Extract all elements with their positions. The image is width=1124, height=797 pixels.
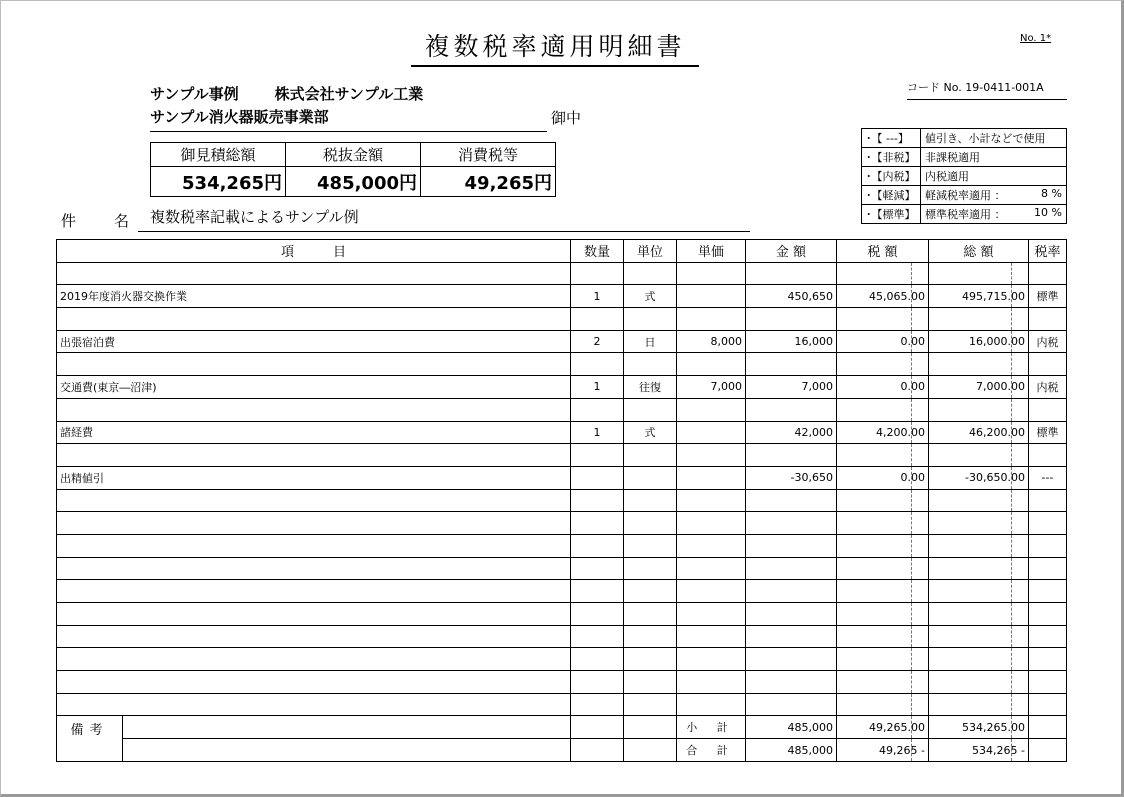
item-name-cell: 出張宿泊費 <box>57 330 571 353</box>
table-row <box>57 466 1067 489</box>
remarks-cell <box>57 716 571 762</box>
legend-key: ･【内税】 <box>862 167 921 186</box>
legend-key: ･【軽減】 <box>862 186 921 205</box>
tax-rate-cell: 内税 <box>1029 376 1067 399</box>
grand-total-tax: 49,265 - <box>837 739 929 762</box>
item-name-cell <box>57 534 571 557</box>
tax-rate-cell: 標準 <box>1029 285 1067 308</box>
unit-cell <box>624 444 677 467</box>
legend-desc: 標準税率適用 ： 10 % <box>921 205 1067 224</box>
document-code: コード No. 19-0411-001A <box>907 79 1067 100</box>
table-row <box>57 580 1067 603</box>
unit-price-cell <box>677 648 746 671</box>
total-amount-cell <box>929 625 1029 648</box>
tax-rate-cell <box>1029 398 1067 421</box>
total-amount-cell <box>929 557 1029 580</box>
amount-cell <box>746 603 837 626</box>
amount-cell <box>746 648 837 671</box>
subtotal-label: 小 計 <box>677 716 746 739</box>
col-header-total: 総 額 <box>929 240 1029 263</box>
tax-amount-cell <box>837 489 929 512</box>
total-amount-cell <box>929 534 1029 557</box>
amount-cell: 450,650 <box>746 285 837 308</box>
table-row <box>57 421 1067 444</box>
amount-cell <box>746 671 837 694</box>
quantity-cell <box>571 648 624 671</box>
quantity-cell <box>571 603 624 626</box>
tax-amount-cell <box>837 534 929 557</box>
client-department: サンプル消火器販売事業部 <box>150 106 547 132</box>
table-row <box>57 489 1067 512</box>
unit-cell <box>624 489 677 512</box>
amount-cell <box>746 580 837 603</box>
amount-cell <box>746 398 837 421</box>
tax-amount-cell <box>837 262 929 285</box>
item-name-cell <box>57 444 571 467</box>
amount-cell: -30,650 <box>746 466 837 489</box>
table-row <box>57 693 1067 716</box>
unit-price-cell <box>677 512 746 535</box>
quantity-cell <box>571 308 624 331</box>
quantity-cell <box>571 557 624 580</box>
unit-price-cell: 8,000 <box>677 330 746 353</box>
unit-price-cell: 7,000 <box>677 376 746 399</box>
item-name-cell <box>57 398 571 421</box>
quantity-cell <box>571 353 624 376</box>
unit-price-cell <box>677 353 746 376</box>
unit-price-cell <box>677 534 746 557</box>
table-row <box>57 398 1067 421</box>
tax-rate-cell <box>1029 580 1067 603</box>
legend-row <box>862 205 1067 224</box>
item-name-cell <box>57 625 571 648</box>
tax-amount-cell <box>837 603 929 626</box>
subtotal-amount: 485,000 <box>746 716 837 739</box>
unit-cell <box>624 353 677 376</box>
legend-key: ･【非税】 <box>862 148 921 167</box>
tax-rate-cell <box>1029 693 1067 716</box>
unit-cell <box>624 603 677 626</box>
unit-price-cell <box>677 285 746 308</box>
tax-amount-cell: 45,065.00 <box>837 285 929 308</box>
tax-rate-cell: 内税 <box>1029 330 1067 353</box>
table-row <box>57 444 1067 467</box>
item-name-cell <box>57 489 571 512</box>
legend-row <box>862 129 1067 148</box>
tax-rate-cell <box>1029 308 1067 331</box>
table-row <box>57 353 1067 376</box>
item-name-cell <box>57 308 571 331</box>
tax-amount-cell <box>837 693 929 716</box>
item-name-cell: 出精値引 <box>57 466 571 489</box>
col-header-item: 項 目 <box>57 240 571 263</box>
tax-rate-cell <box>1029 648 1067 671</box>
total-amount-cell: 495,715.00 <box>929 285 1029 308</box>
tax-amount-cell <box>837 557 929 580</box>
unit-price-cell <box>677 625 746 648</box>
total-amount-cell <box>929 693 1029 716</box>
summary-value-total: 534,265円 <box>151 167 286 197</box>
unit-cell: 式 <box>624 285 677 308</box>
tax-amount-cell: 0.00 <box>837 466 929 489</box>
tax-amount-cell: 0.00 <box>837 376 929 399</box>
subtotal-tax: 49,265.00 <box>837 716 929 739</box>
summary-header-pretax: 税抜金額 <box>286 143 421 167</box>
total-amount-cell <box>929 512 1029 535</box>
subject-value: 複数税率記載によるサンプル例 <box>138 206 750 232</box>
tax-amount-cell <box>837 648 929 671</box>
quantity-cell <box>571 466 624 489</box>
quantity-cell <box>571 398 624 421</box>
tax-rate-cell <box>1029 512 1067 535</box>
unit-price-cell <box>677 489 746 512</box>
tax-amount-cell <box>837 671 929 694</box>
col-header-unit-price: 単価 <box>677 240 746 263</box>
quantity-cell <box>571 534 624 557</box>
unit-cell <box>624 671 677 694</box>
tax-rate-cell <box>1029 603 1067 626</box>
honorific: 御中 <box>551 109 582 127</box>
table-row <box>57 671 1067 694</box>
legend-row <box>862 148 1067 167</box>
unit-price-cell <box>677 603 746 626</box>
unit-price-cell <box>677 421 746 444</box>
client-company-label: サンプル事例 <box>150 85 239 103</box>
line-items-table <box>56 239 1067 762</box>
table-row <box>57 557 1067 580</box>
legend-row <box>862 167 1067 186</box>
document-title: 複数税率適用明細書 <box>411 27 699 67</box>
unit-cell <box>624 648 677 671</box>
tax-rate-cell <box>1029 671 1067 694</box>
grand-total-total: 534,265 - <box>929 739 1029 762</box>
tax-rate-cell <box>1029 353 1067 376</box>
total-amount-cell <box>929 398 1029 421</box>
unit-cell <box>624 557 677 580</box>
col-header-amount: 金 額 <box>746 240 837 263</box>
amount-cell <box>746 625 837 648</box>
unit-cell: 式 <box>624 421 677 444</box>
quantity-cell: 1 <box>571 376 624 399</box>
table-row <box>57 625 1067 648</box>
col-header-tax-rate: 税率 <box>1029 240 1067 263</box>
summary-value-tax: 49,265円 <box>421 167 556 197</box>
unit-cell <box>624 308 677 331</box>
col-header-qty: 数量 <box>571 240 624 263</box>
quantity-cell <box>571 693 624 716</box>
page-number: No. 1* <box>1020 33 1052 44</box>
unit-price-cell <box>677 580 746 603</box>
item-name-cell <box>57 671 571 694</box>
tax-amount-cell <box>837 512 929 535</box>
legend-key: ･【標準】 <box>862 205 921 224</box>
total-amount-cell: 7,000.00 <box>929 376 1029 399</box>
table-row <box>57 512 1067 535</box>
tax-rate-cell: --- <box>1029 466 1067 489</box>
item-name-cell: 諸経費 <box>57 421 571 444</box>
tax-rate-cell: 標準 <box>1029 421 1067 444</box>
tax-amount-cell <box>837 444 929 467</box>
unit-cell <box>624 625 677 648</box>
total-amount-cell <box>929 262 1029 285</box>
summary-table <box>150 142 556 197</box>
table-row <box>57 376 1067 399</box>
total-amount-cell <box>929 671 1029 694</box>
remarks-label: 備考 <box>57 716 123 761</box>
legend-desc: 値引き、小計などで使用 <box>921 129 1067 148</box>
table-row <box>57 308 1067 331</box>
unit-cell: 往復 <box>624 376 677 399</box>
unit-cell <box>624 534 677 557</box>
total-amount-cell <box>929 489 1029 512</box>
item-name-cell <box>57 557 571 580</box>
amount-cell <box>746 308 837 331</box>
amount-cell <box>746 353 837 376</box>
tax-amount-cell <box>837 398 929 421</box>
unit-cell: 日 <box>624 330 677 353</box>
tax-rate-cell <box>1029 262 1067 285</box>
total-amount-cell <box>929 648 1029 671</box>
unit-cell <box>624 580 677 603</box>
total-amount-cell <box>929 444 1029 467</box>
client-company-name: 株式会社サンプル工業 <box>274 85 424 103</box>
amount-cell <box>746 512 837 535</box>
total-amount-cell: -30,650.00 <box>929 466 1029 489</box>
summary-value-pretax: 485,000円 <box>286 167 421 197</box>
tax-rate-cell <box>1029 534 1067 557</box>
amount-cell <box>746 534 837 557</box>
amount-cell: 16,000 <box>746 330 837 353</box>
amount-cell: 7,000 <box>746 376 837 399</box>
quantity-cell <box>571 262 624 285</box>
grand-total-amount: 485,000 <box>746 739 837 762</box>
subtotal-total: 534,265.00 <box>929 716 1029 739</box>
legend-key: ･【 ---】 <box>862 129 921 148</box>
quantity-cell <box>571 489 624 512</box>
quantity-cell: 2 <box>571 330 624 353</box>
quantity-cell <box>571 625 624 648</box>
item-name-cell <box>57 353 571 376</box>
table-row <box>57 285 1067 308</box>
legend-row <box>862 186 1067 205</box>
table-row <box>57 262 1067 285</box>
item-name-cell <box>57 580 571 603</box>
client-company <box>150 83 423 104</box>
quantity-cell: 1 <box>571 285 624 308</box>
grand-total-label: 合 計 <box>677 739 746 762</box>
unit-price-cell <box>677 466 746 489</box>
total-amount-cell <box>929 603 1029 626</box>
unit-price-cell <box>677 262 746 285</box>
tax-amount-cell <box>837 625 929 648</box>
unit-price-cell <box>677 671 746 694</box>
summary-header-tax: 消費税等 <box>421 143 556 167</box>
amount-cell <box>746 489 837 512</box>
table-row <box>57 330 1067 353</box>
table-row <box>57 603 1067 626</box>
unit-cell <box>624 512 677 535</box>
amount-cell: 42,000 <box>746 421 837 444</box>
item-name-cell: 2019年度消火器交換作業 <box>57 285 571 308</box>
quantity-cell: 1 <box>571 421 624 444</box>
item-name-cell <box>57 262 571 285</box>
amount-cell <box>746 557 837 580</box>
tax-amount-cell <box>837 353 929 376</box>
tax-amount-cell: 0.00 <box>837 330 929 353</box>
tax-rate-cell <box>1029 489 1067 512</box>
unit-cell <box>624 693 677 716</box>
amount-cell <box>746 693 837 716</box>
total-amount-cell: 46,200.00 <box>929 421 1029 444</box>
unit-price-cell <box>677 444 746 467</box>
item-name-cell <box>57 693 571 716</box>
total-amount-cell <box>929 308 1029 331</box>
subtotal-row <box>57 716 1067 739</box>
quantity-cell <box>571 444 624 467</box>
item-name-cell <box>57 512 571 535</box>
table-header-row <box>57 240 1067 263</box>
legend-desc: 内税適用 <box>921 167 1067 186</box>
amount-cell <box>746 444 837 467</box>
quantity-cell <box>571 512 624 535</box>
unit-cell <box>624 466 677 489</box>
tax-rate-cell <box>1029 625 1067 648</box>
quantity-cell <box>571 671 624 694</box>
amount-cell <box>746 262 837 285</box>
summary-header-total: 御見積総額 <box>151 143 286 167</box>
item-name-cell <box>57 603 571 626</box>
legend-desc: 軽減税率適用 ： 8 % <box>921 186 1067 205</box>
unit-cell <box>624 398 677 421</box>
total-amount-cell: 16,000.00 <box>929 330 1029 353</box>
table-row <box>57 648 1067 671</box>
unit-price-cell <box>677 398 746 421</box>
legend-desc: 非課税適用 <box>921 148 1067 167</box>
unit-price-cell <box>677 308 746 331</box>
tax-legend <box>861 128 1067 224</box>
tax-amount-cell: 4,200.00 <box>837 421 929 444</box>
unit-price-cell <box>677 557 746 580</box>
table-row <box>57 534 1067 557</box>
tax-rate-cell <box>1029 557 1067 580</box>
total-amount-cell <box>929 580 1029 603</box>
col-header-unit: 単位 <box>624 240 677 263</box>
subject-label: 件 名 <box>61 212 130 230</box>
unit-cell <box>624 262 677 285</box>
unit-price-cell <box>677 693 746 716</box>
item-name-cell: 交通費(東京―沼津) <box>57 376 571 399</box>
tax-amount-cell <box>837 308 929 331</box>
tax-rate-cell <box>1029 444 1067 467</box>
total-amount-cell <box>929 353 1029 376</box>
item-name-cell <box>57 648 571 671</box>
col-header-tax: 税 額 <box>837 240 929 263</box>
quantity-cell <box>571 580 624 603</box>
tax-amount-cell <box>837 580 929 603</box>
